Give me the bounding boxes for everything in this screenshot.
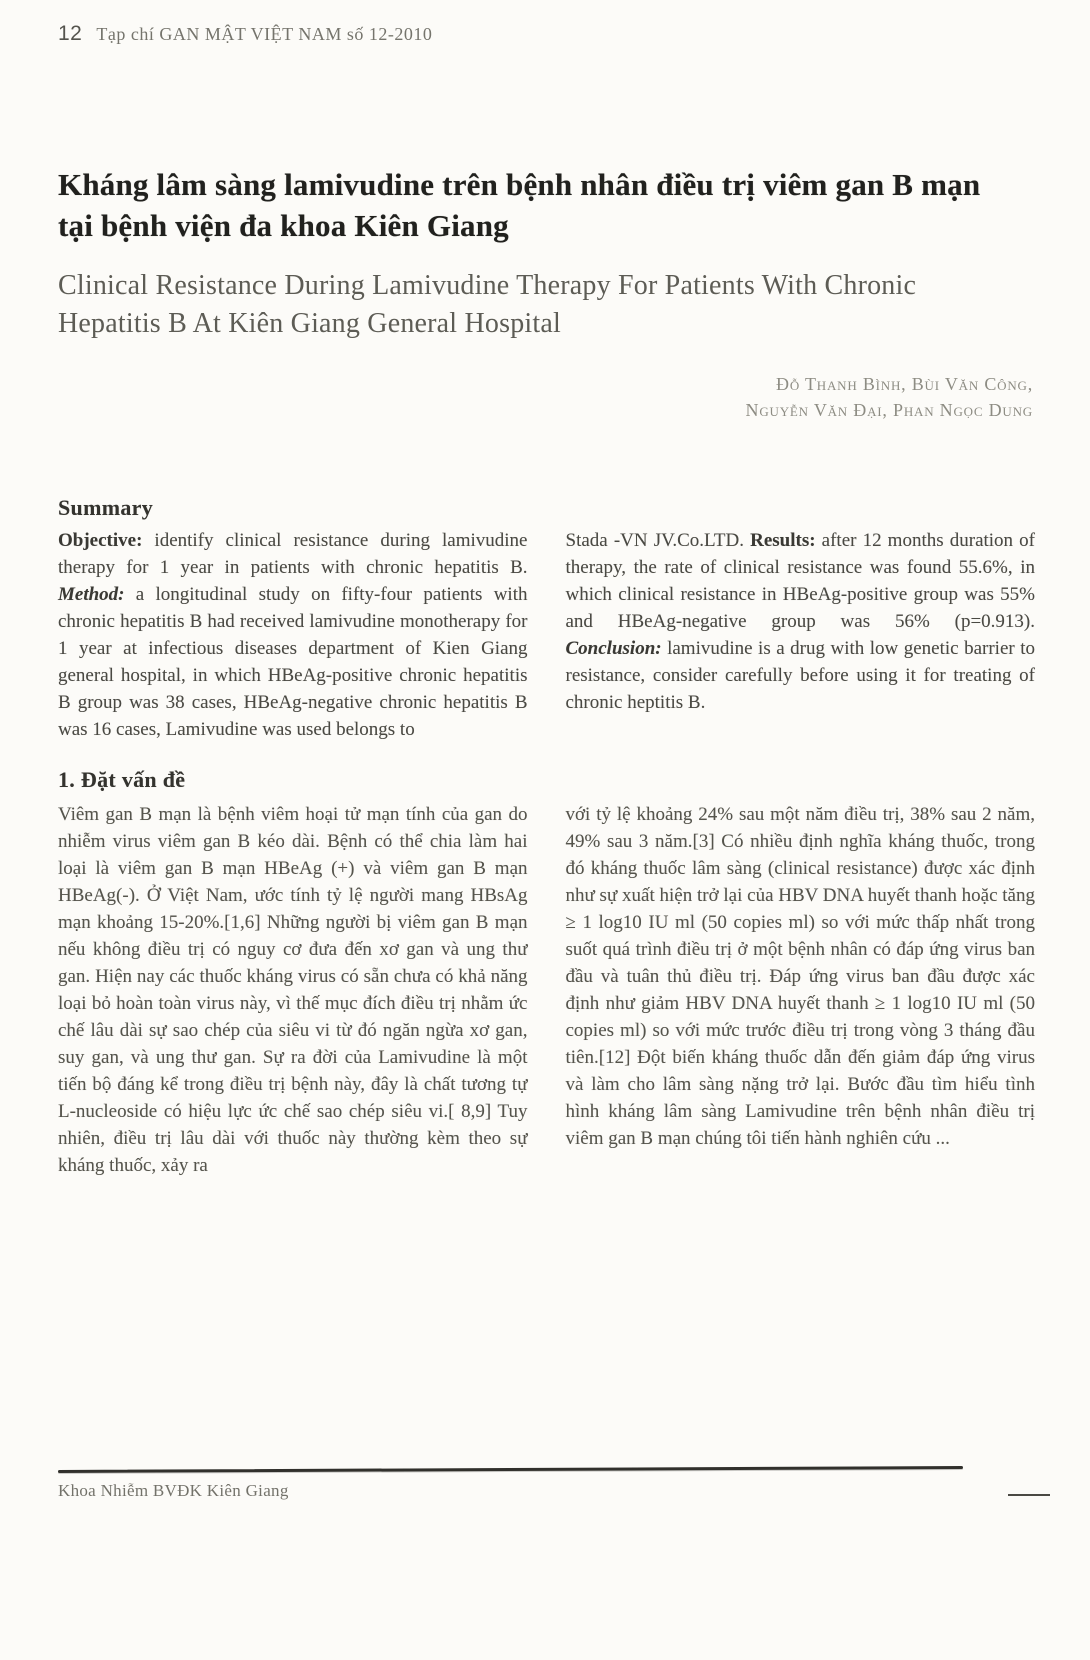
introduction-left-paragraph: Viêm gan B mạn là bệnh viêm hoại tử mạn tính của gan do nhiễm virus viêm gan B kéo dài. Bệnh có thể chia làm hai loại là viêm gan B mạn HBeAg (+) và viêm gan B mạn HBeAg(-). Ở Việt Nam, ước tính tỷ lệ người mang HBsAg mạn khoảng 15-20%.[1,6] Những người bị viêm gan B mạn nếu không điều trị có nguy cơ đưa đến xơ gan và ung thư gan. Hiện nay các thuốc kháng virus có sẵn chưa có khả năng loại bỏ hoàn toàn virus này, vì thế mục đích điều trị nhằm ức chế lâu dài sự sao chép của siêu vi từ đó ngăn ngừa xơ gan, suy gan, và ung thư gan. Sự ra đời của Lamivudine là một tiến bộ đáng kể trong điều trị bệnh này, đây là chất tương tự L-nucleoside có hiệu lực ức chế sao chép siêu vi.[ 8,9] Tuy nhiên, điều trị lâu dài với thuốc này thường kèm theo sự kháng thuốc, xảy ra: [58, 803, 528, 1176]
page-number: 12: [58, 22, 83, 45]
author-line-2: Nguyễn Văn Đại, Phan Ngọc Dung: [745, 399, 1033, 420]
introduction-columns: [58, 801, 1035, 1179]
results-label: Results:: [750, 529, 816, 551]
summary-columns: [58, 527, 1035, 743]
summary-pre-text: Stada -VN JV.Co.LTD.: [565, 529, 751, 551]
article-title-vietnamese: Kháng lâm sàng lamivudine trên bệnh nhân điều trị viêm gan B mạn tại bệnh viện đa khoa Kiên Giang: [58, 167, 981, 243]
conclusion-text: lamivudine is a drug with low genetic barrier to resistance, consider carefully before using it for treating of chronic heptitis B.: [565, 637, 1035, 713]
method-label: Method:: [58, 583, 125, 605]
introduction-heading: 1. Đặt vấn đề: [58, 766, 186, 792]
author-line-1: Đỗ Thanh Bình, Bùi Văn Công,: [776, 373, 1033, 394]
running-head: [58, 22, 1035, 46]
summary-left-paragraph: [58, 527, 528, 743]
footnote-rule-fragment: [1008, 1494, 1050, 1496]
method-text: a longitudinal study on fifty-four patients with chronic hepatitis B had received lamivudine monotherapy for 1 year at infectious diseases department of Kien Giang general hospital, in which HBeAg-positive chronic hepatitis B group was 38 cases, HBeAg-negative chronic hepatitis B was 16 cases, Lamivudine was used belongs to: [58, 583, 528, 740]
results-text: after 12 months duration of therapy, the rate of clinical resistance was found 55.6%, in which clinical resistance in HBeAg-positive group was 55% and HBeAg-negative group was 56% (p=0.913).: [565, 529, 1035, 632]
journal-title: Tạp chí GAN MẬT VIỆT NAM số 12-2010: [96, 24, 433, 44]
article-title-english: Clinical Resistance During Lamivudine Therapy For Patients With Chronic Hepatitis B At Kiên Giang General Hospital: [58, 269, 917, 339]
conclusion-label: Conclusion:: [565, 637, 662, 659]
footnote-text: Khoa Nhiễm BVĐK Kiên Giang: [58, 1481, 289, 1500]
summary-right-column: [566, 527, 1036, 743]
footnote-area: [58, 1468, 1050, 1501]
author-list: [58, 371, 1035, 423]
introduction-left-column: [58, 801, 528, 1179]
objective-label: Objective:: [58, 529, 143, 551]
summary-left-column: [58, 527, 528, 743]
objective-text: identify clinical resistance during lamivudine therapy for 1 year in patients with chronic hepatitis B.: [58, 529, 528, 578]
introduction-right-paragraph: với tỷ lệ khoảng 24% sau một năm điều trị, 38% sau 2 năm, 49% sau 3 năm.[3] Có nhiều định nghĩa kháng thuốc, trong đó kháng thuốc lâm sàng (clinical resistance) được xác định như sự xuất hiện trở lại của HBV DNA huyết thanh hoặc tăng ≥ 1 log10 IU ml (50 copies ml) so với mức thấp nhất trong suốt quá trình điều trị ở một bệnh nhân có đáp ứng virus ban đầu và tuân thủ điều trị. Đáp ứng virus ban đầu được xác định như giảm HBV DNA huyết thanh ≥ 1 log10 IU ml (50 copies ml) so với mức trước điều trị trong vòng 3 tháng đầu tiên.[12] Đột biến kháng thuốc dẫn đến giảm đáp ứng virus và làm cho lâm sàng nặng trở lại. Bước đầu tìm hiểu tình hình kháng lâm sàng Lamivudine trên bệnh nhân điều trị viêm gan B mạn chúng tôi tiến hành nghiên cứu ...: [565, 803, 1035, 1149]
introduction-right-column: [566, 801, 1036, 1179]
summary-right-paragraph: [566, 527, 1036, 716]
summary-heading: Summary: [58, 494, 153, 520]
footnote-rule: [58, 1466, 963, 1473]
